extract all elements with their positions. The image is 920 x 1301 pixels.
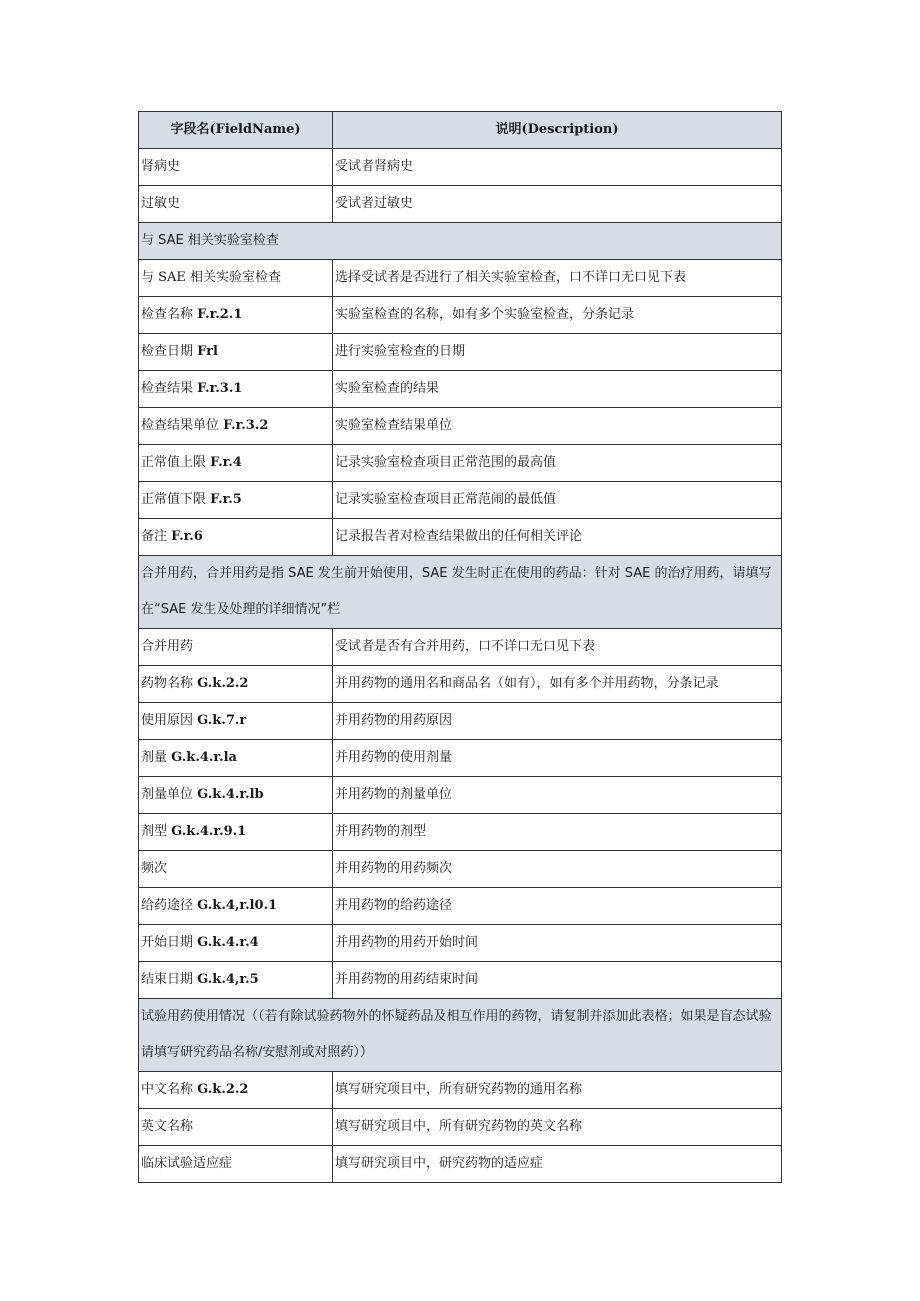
field-name-cell: 中文名称 G.k.2.2 xyxy=(139,1072,333,1109)
table-row xyxy=(139,334,782,371)
description-cell: 并用药物的使用剂量 xyxy=(333,740,782,777)
table-row xyxy=(139,1146,782,1183)
table-row xyxy=(139,851,782,888)
table-row xyxy=(139,629,782,666)
table-header-row xyxy=(139,112,782,149)
field-name-cell: 检查日期 Frl xyxy=(139,334,333,371)
table-row xyxy=(139,814,782,851)
field-name-cell: 剂量单位 G.k.4.r.lb xyxy=(139,777,333,814)
table-row xyxy=(139,1109,782,1146)
table-row xyxy=(139,519,782,556)
table-row xyxy=(139,888,782,925)
table-row xyxy=(139,482,782,519)
field-name-cell: 剂型 G.k.4.r.9.1 xyxy=(139,814,333,851)
table-row xyxy=(139,925,782,962)
description-cell: 并用药物的用药结束时间 xyxy=(333,962,782,999)
field-name-cell: 药物名称 G.k.2.2 xyxy=(139,666,333,703)
description-cell: 并用药物的剂型 xyxy=(333,814,782,851)
description-cell: 并用药物的用药开始时间 xyxy=(333,925,782,962)
description-cell: 记录报告者对检查结果做出的任何相关评论 xyxy=(333,519,782,556)
description-cell: 实验室检查的名称，如有多个实验室检查，分条记录 xyxy=(333,297,782,334)
section-row-lab xyxy=(139,223,782,260)
field-name-cell: 肾病史 xyxy=(139,149,333,186)
table-row xyxy=(139,777,782,814)
header-description: 说明(Description) xyxy=(333,112,782,149)
description-cell: 受试者是否有合并用药，口不详口无口见下表 xyxy=(333,629,782,666)
field-name-cell: 临床试验适应症 xyxy=(139,1146,333,1183)
description-cell: 选择受试者是否进行了相关实验室检查，口不详口无口见下表 xyxy=(333,260,782,297)
description-cell: 实验室检查结果单位 xyxy=(333,408,782,445)
description-cell: 实验室检查的结果 xyxy=(333,371,782,408)
section-row-concomitant xyxy=(139,556,782,629)
table-row xyxy=(139,703,782,740)
table-row xyxy=(139,297,782,334)
description-cell: 填写研究项目中，所有研究药物的通用名称 xyxy=(333,1072,782,1109)
description-cell: 并用药物的通用名和商品名（如有），如有多个并用药物，分条记录 xyxy=(333,666,782,703)
field-name-cell: 英文名称 xyxy=(139,1109,333,1146)
field-name-cell: 检查名称 F.r.2.1 xyxy=(139,297,333,334)
table-row xyxy=(139,962,782,999)
description-cell: 记录实验室检查项目正常范围的最高值 xyxy=(333,445,782,482)
field-name-cell: 剂量 G.k.4.r.la xyxy=(139,740,333,777)
header-field-name: 字段名(FieldName) xyxy=(139,112,333,149)
description-cell: 填写研究项目中，研究药物的适应症 xyxy=(333,1146,782,1183)
field-name-cell: 合并用药 xyxy=(139,629,333,666)
description-cell: 并用药物的用药原因 xyxy=(333,703,782,740)
field-name-cell: 频次 xyxy=(139,851,333,888)
description-cell: 进行实验室检查的日期 xyxy=(333,334,782,371)
section-row-trial xyxy=(139,999,782,1072)
table-row xyxy=(139,445,782,482)
description-cell: 记录实验室检查项目正常范闹的最低值 xyxy=(333,482,782,519)
field-name-cell: 过敏史 xyxy=(139,186,333,223)
field-name-cell: 给药途径 G.k.4,r.l0.1 xyxy=(139,888,333,925)
description-cell: 并用药物的用药频次 xyxy=(333,851,782,888)
description-cell: 受试者肾病史 xyxy=(333,149,782,186)
section-title-concomitant: 合并用药，合并用药是指 SAE 发生前开始使用，SAE 发生时正在使用的药品：针对 SAE 的治疗用药，请填写在“SAE 发生及处理的详细情况”栏 xyxy=(139,556,782,629)
table-row xyxy=(139,371,782,408)
field-name-cell: 开始日期 G.k.4.r.4 xyxy=(139,925,333,962)
table-row xyxy=(139,186,782,223)
section-title-lab: 与 SAE 相关实验室检查 xyxy=(139,223,782,260)
description-cell: 受试者过敏史 xyxy=(333,186,782,223)
table-row xyxy=(139,149,782,186)
field-name-cell: 正常值下限 F.r.5 xyxy=(139,482,333,519)
field-name-cell: 正常值上限 F.r.4 xyxy=(139,445,333,482)
field-name-cell: 结束日期 G.k.4,r.5 xyxy=(139,962,333,999)
description-cell: 填写研究项目中，所有研究药物的英文名称 xyxy=(333,1109,782,1146)
field-name-cell: 使用原因 G.k.7.r xyxy=(139,703,333,740)
field-name-cell: 检查结果单位 F.r.3.2 xyxy=(139,408,333,445)
description-cell: 并用药物的给药途径 xyxy=(333,888,782,925)
table-row xyxy=(139,260,782,297)
description-cell: 并用药物的剂量单位 xyxy=(333,777,782,814)
table-row xyxy=(139,740,782,777)
section-title-trial: 试验用药使用情况（（若有除试验药物外的怀疑药品及相互作用的药物，请复制并添加此表格；如果是盲态试验请填写研究药品名称/安慰剂或对照药）） xyxy=(139,999,782,1072)
table-row xyxy=(139,666,782,703)
field-name-cell: 备注 F.r.6 xyxy=(139,519,333,556)
field-name-cell: 与 SAE 相关实验室检查 xyxy=(139,260,333,297)
field-name-cell: 检查结果 F.r.3.1 xyxy=(139,371,333,408)
table-row xyxy=(139,1072,782,1109)
table-row xyxy=(139,408,782,445)
sae-field-table xyxy=(138,111,782,1183)
